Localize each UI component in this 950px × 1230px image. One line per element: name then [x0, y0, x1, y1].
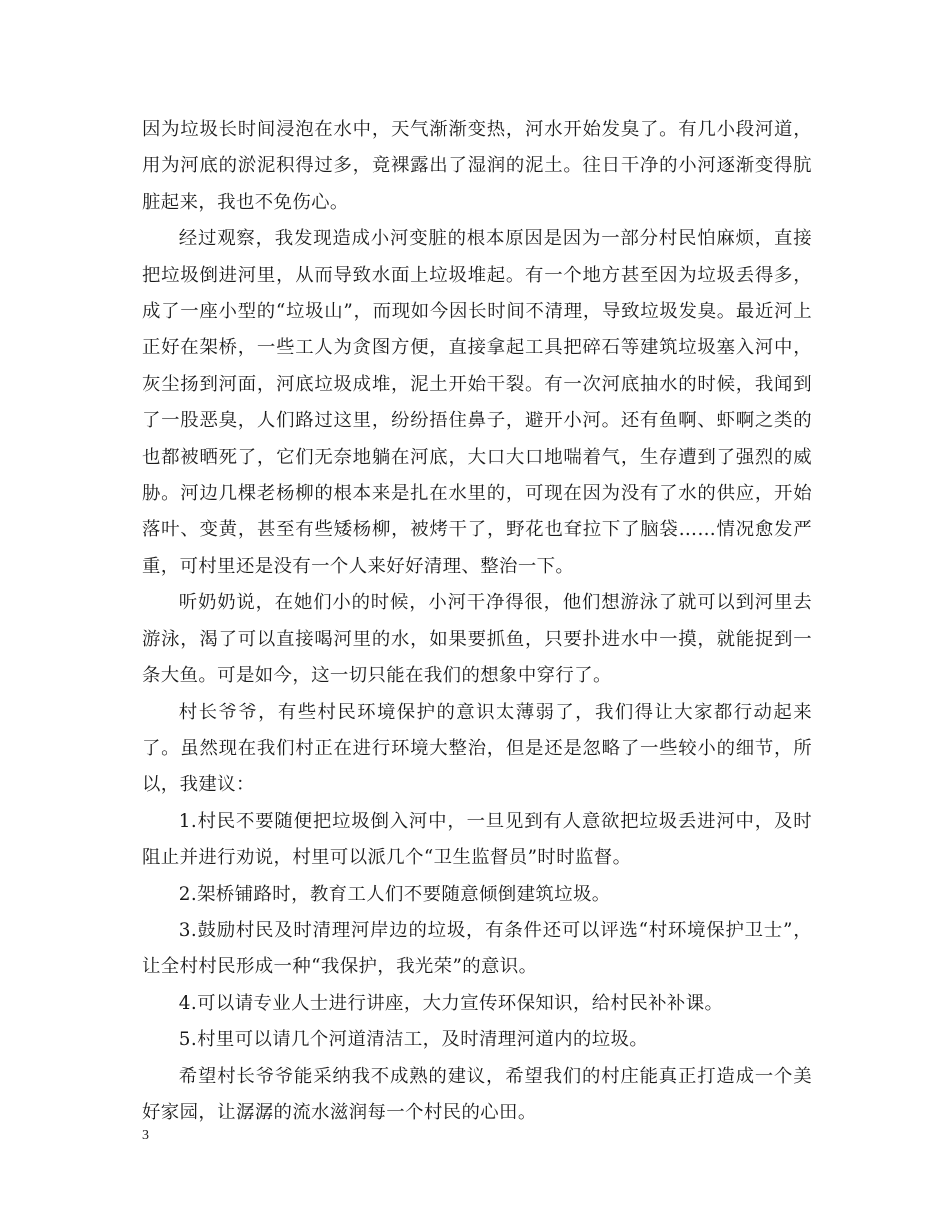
paragraph-continuation: 因为垃圾长时间浸泡在水中，天气渐渐变热，河水开始发臭了。有几小段河道，用为河底的淤泥积得过多，竟裸露出了湿润的泥土。往日干净的小河逐渐变得肮脏起来，我也不免伤心。	[142, 119, 812, 213]
page-number: 3	[142, 1128, 149, 1143]
suggestion-item-3: 3.鼓励村民及时清理河岸边的垃圾，有条件还可以评选“村环境保护卫士”，让全村村民形成一种“我保护，我光荣”的意识。	[142, 919, 812, 978]
paragraph-address-chief: 村长爷爷，有些村民环境保护的意识太薄弱了，我们得让大家都行动起来了。虽然现在我们村正在进行环境大整治，但是还是忽略了一些较小的细节，所以，我建议：	[142, 701, 812, 796]
paragraph-grandma-memory: 听奶奶说，在她们小的时候，小河干净得很，他们想游泳了就可以到河里去游泳，渴了可以直接喝河里的水，如果要抓鱼，只要扑进水中一摸，就能捉到一条大鱼。可是如今，这一切只能在我们的想象中穿行了。	[142, 592, 812, 687]
suggestion-item-4: 4.可以请专业人士进行讲座，大力宣传环保知识，给村民补补课。	[178, 992, 724, 1014]
paragraph-closing-hope: 希望村长爷爷能采纳我不成熟的建议，希望我们的村庄能真正打造成一个美好家园，让潺潺的流水滋润每一个村民的心田。	[142, 1065, 812, 1123]
document-page	[142, 112, 812, 1131]
paragraph-observation: 经过观察，我发现造成小河变脏的根本原因是因为一部分村民怕麻烦，直接把垃圾倒进河里，从而导致水面上垃圾堆起。有一个地方甚至因为垃圾丢得多，成了一座小型的“垃圾山”，而现如今因长时间不清理，导致垃圾发臭。最近河上正好在架桥，一些工人为贪图方便，直接拿起工具把碎石等建筑垃圾塞入河中，灰尘扬到河面，河底垃圾成堆，泥土开始干裂。有一次河底抽水的时候，我闻到了一股恶臭，人们路过这里，纷纷捂住鼻子，避开小河。还有鱼啊、虾啊之类的也都被晒死了，它们无奈地躺在河底，大口大口地喘着气，生存遭到了强烈的威胁。河边几棵老杨柳的根本来是扎在水里的，可现在因为没有了水的供应，开始落叶、变黄，甚至有些矮杨柳，被烤干了，野花也耷拉下了脑袋……情况愈发严重，可村里还是没有一个人来好好清理、整治一下。	[142, 228, 812, 577]
suggestion-item-2: 2.架桥铺路时，教育工人们不要随意倾倒建筑垃圾。	[178, 883, 611, 905]
suggestion-item-5: 5.村里可以请几个河道清洁工，及时清理河道内的垃圾。	[178, 1029, 649, 1051]
suggestion-item-1: 1.村民不要随便把垃圾倒入河中，一旦见到有人意欲把垃圾丢进河中，及时阻止并进行劝说，村里可以派几个“卫生监督员”时时监督。	[142, 810, 812, 869]
